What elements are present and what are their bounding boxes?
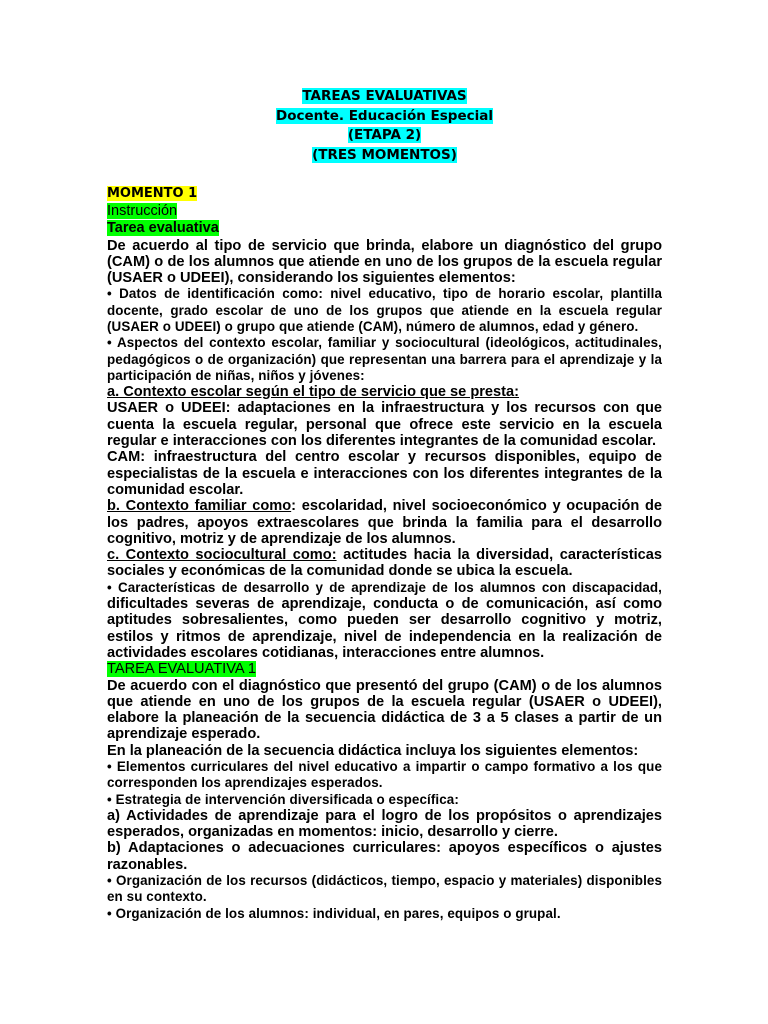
title-line-3: (ETAPA 2) xyxy=(347,127,422,143)
bullet-recursos: • Organización de los recursos (didácticos, tiempo, espacio y materiales) disponibles en su contexto. xyxy=(107,873,662,905)
contexto-sociocultural-heading: c. Contexto sociocultural como: xyxy=(107,547,337,564)
spacer xyxy=(107,165,662,185)
contexto-escolar-heading: a. Contexto escolar según el tipo de servicio que se presta: xyxy=(107,384,519,401)
contexto-sociocultural-paragraph xyxy=(107,547,662,580)
item-a-actividades: a) Actividades de aprendizaje para el logro de los propósitos o aprendizajes esperados, organizadas en momentos: inicio, desarrollo y cierre. xyxy=(107,807,662,841)
title-block xyxy=(107,87,662,165)
bullet-organizacion-alumnos: • Organización de los alumnos: individual, en pares, equipos o grupal. xyxy=(107,905,561,921)
contexto-familiar-heading: b. Contexto familiar como xyxy=(107,498,292,515)
bullet-estrategia: • Estrategia de intervención diversificada o específica: xyxy=(107,791,459,807)
usaer-paragraph: USAER o UDEEI: adaptaciones en la infraestructura y los recursos con que cuenta la escuela regular, personal que ofrece este servicio en la escuela regular e interacciones con los diferentes integrantes de la comunidad escolar. xyxy=(107,400,662,450)
bullet-aspectos: • Aspectos del contexto escolar, familiar y sociocultural (ideológicos, actitudinales, pedagógicos o de organización) que representan una barrera para el aprendizaje y la participación de niñas, niños y jóvenes: xyxy=(107,335,662,383)
bullet-caracteristicas-lead: • Características de desarrollo y de aprendizaje de los alumnos con discapacidad, xyxy=(107,579,662,595)
momento-line xyxy=(107,185,662,203)
tarea1-paragraph: De acuerdo con el diagnóstico que presentó del grupo (CAM) o de los alumnos que atiende en uno de los grupos de la escuela regular (USAER o UDEEI), elabore la planeación de la secuencia didáctica de 3 a 5 clases a partir de un aprendizaje esperado. xyxy=(107,677,662,743)
instruccion-line xyxy=(107,203,662,221)
bullet-caracteristicas-text: dificultades severas de aprendizaje, conducta o de comunicación, así como aptitudes sobresalientes, como pueden ser desarrollo cognitivo y motriz, estilos y ritmos de aprendizaje, nivel de independencia en la realización de actividades escolares cotidianas, interacciones entre alumnos. xyxy=(107,596,662,661)
intro-paragraph: De acuerdo al tipo de servicio que brinda, elabore un diagnóstico del grupo (CAM) o de los alumnos que atiende en uno de los grupos de la escuela regular (USAER o UDEEI), considerando los siguientes elementos: xyxy=(107,237,662,287)
contexto-sociocultural-text: actitudes hacia la diversidad, características sociales y económicas de la comunidad donde se ubica la escuela. xyxy=(107,547,662,580)
contexto-familiar-paragraph xyxy=(107,498,662,547)
planeacion-paragraph: En la planeación de la secuencia didáctica incluya los siguientes elementos: xyxy=(107,742,639,759)
tarea1-line xyxy=(107,661,662,677)
bullet-caracteristicas xyxy=(107,580,662,661)
cam-paragraph: CAM: infraestructura del centro escolar y recursos disponibles, equipo de especialistas de la escuela e interacciones con los diferentes integrantes de la comunidad escolar. xyxy=(107,449,662,498)
title-line-1: TAREAS EVALUATIVAS xyxy=(302,88,467,104)
title-line-2: Docente. Educación Especial xyxy=(276,107,493,124)
title-line-4: (TRES MOMENTOS) xyxy=(312,146,457,163)
item-b-adaptaciones: b) Adaptaciones o adecuaciones curriculares: apoyos específicos o ajustes razonables. xyxy=(107,840,662,873)
tarea-line xyxy=(107,220,662,238)
momento-label: MOMENTO 1 xyxy=(107,186,198,201)
tarea1-label: TAREA EVALUATIVA 1 xyxy=(107,661,256,678)
tarea-label: Tarea evaluativa xyxy=(107,220,219,236)
contexto-familiar-text: : escolaridad, nivel socioeconómico y ocupación de los padres, apoyos extraescolares que brinda la familia para el desarrollo cognitivo, motriz y de aprendizaje de los alumnos. xyxy=(107,498,662,547)
body-text xyxy=(107,238,662,922)
bullet-identificacion: • Datos de identificación como: nivel educativo, tipo de horario escolar, plantilla docente, grado escolar de uno de los grupos que atiende en la escuela regular (USAER o UDEEI) o grupo que atiende (CAM), número de alumnos, edad y género. xyxy=(107,286,662,334)
instruccion-label: Instrucción xyxy=(107,202,178,219)
bullet-elementos-curriculares: • Elementos curriculares del nivel educativo a impartir o campo formativo a los que corresponden los aprendizajes esperados. xyxy=(107,759,662,791)
